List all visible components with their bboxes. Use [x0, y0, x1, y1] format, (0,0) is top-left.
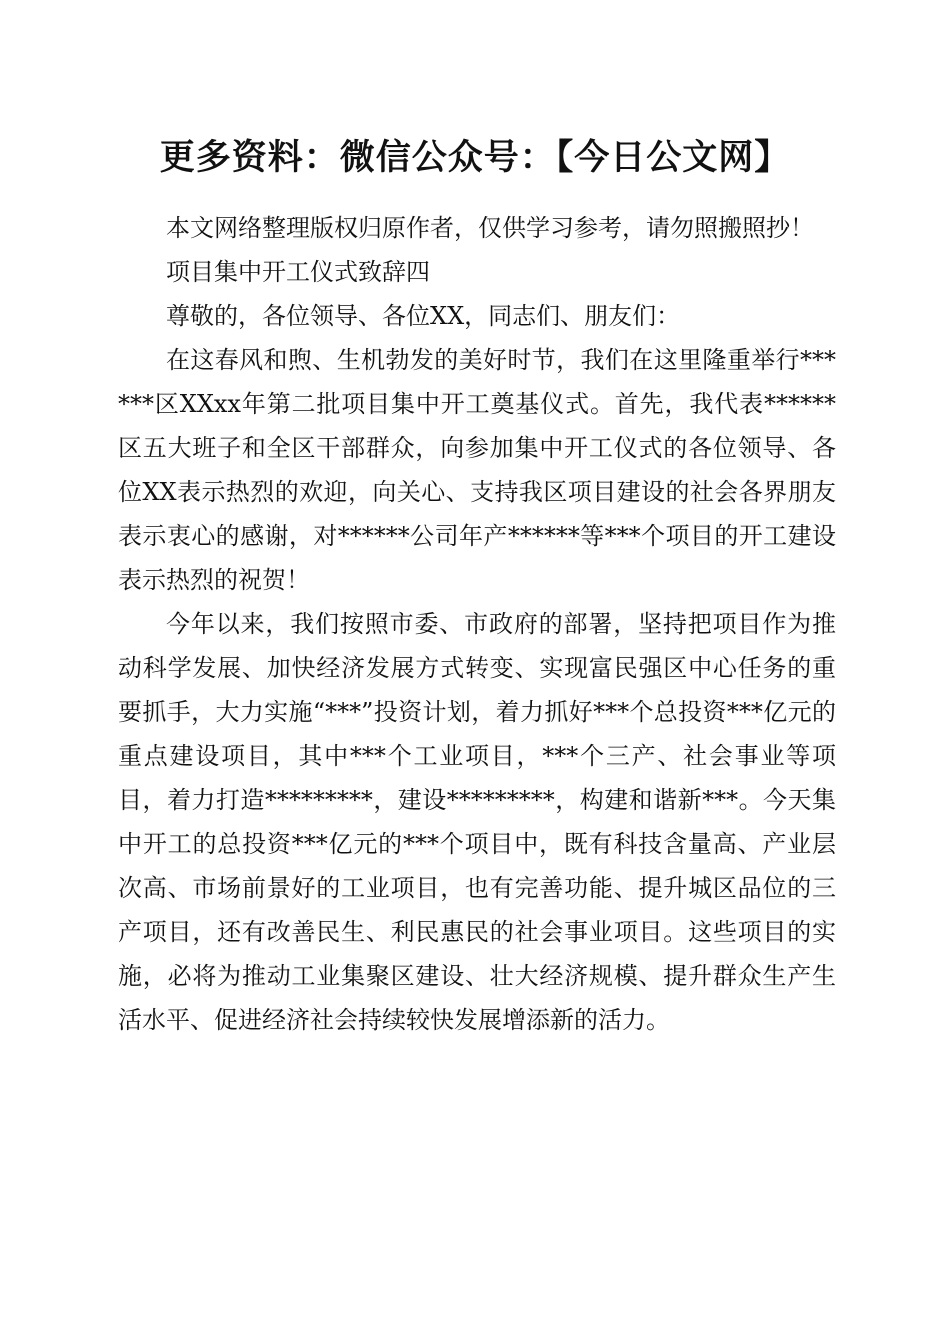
header-title: 更多资料：微信公众号：【今日公文网】	[159, 137, 791, 178]
body-paragraph-2: 今年以来，我们按照市委、市政府的部署，坚持把项目作为推动科学发展、加快经济发展方式转变、实现富民强区中心任务的重要抓手，大力实施“***”投资计划，着力抓好***个总投资***亿元的重点建设项目，其中***个工业项目，***个三产、社会事业等项目，着力打造*********，建设*********，构建和谐新***。今天集中开工的总投资***亿元的***个项目中，既有科技含量高、产业层次高、市场前景好的工业项目，也有完善功能、提升城区品位的三产项目，还有改善民生、利民惠民的社会事业项目。这些项目的实施，必将为推动工业集聚区建设、壮大经济规模、提升群众生产生活水平、促进经济社会持续较快发展增添新的活力。	[118, 610, 836, 1034]
body-paragraph-1: 在这春风和煦、生机勃发的美好时节，我们在这里隆重举行******区XXxx年第二批项目集中开工奠基仪式。首先，我代表******区五大班子和全区干部群众，向参加集中开工仪式的各位领导、各位XX表示热烈的欢迎，向关心、支持我区项目建设的社会各界朋友表示衷心的感谢，对******公司年产******等***个项目的开工建设表示热烈的祝贺！	[118, 346, 836, 594]
salutation: 尊敬的，各位领导、各位XX，同志们、朋友们：	[166, 302, 681, 330]
copyright-notice: 本文网络整理版权归原作者，仅供学习参考，请勿照搬照抄！	[166, 214, 814, 242]
document-body	[118, 206, 836, 1042]
document-heading: 项目集中开工仪式致辞四	[166, 258, 430, 286]
